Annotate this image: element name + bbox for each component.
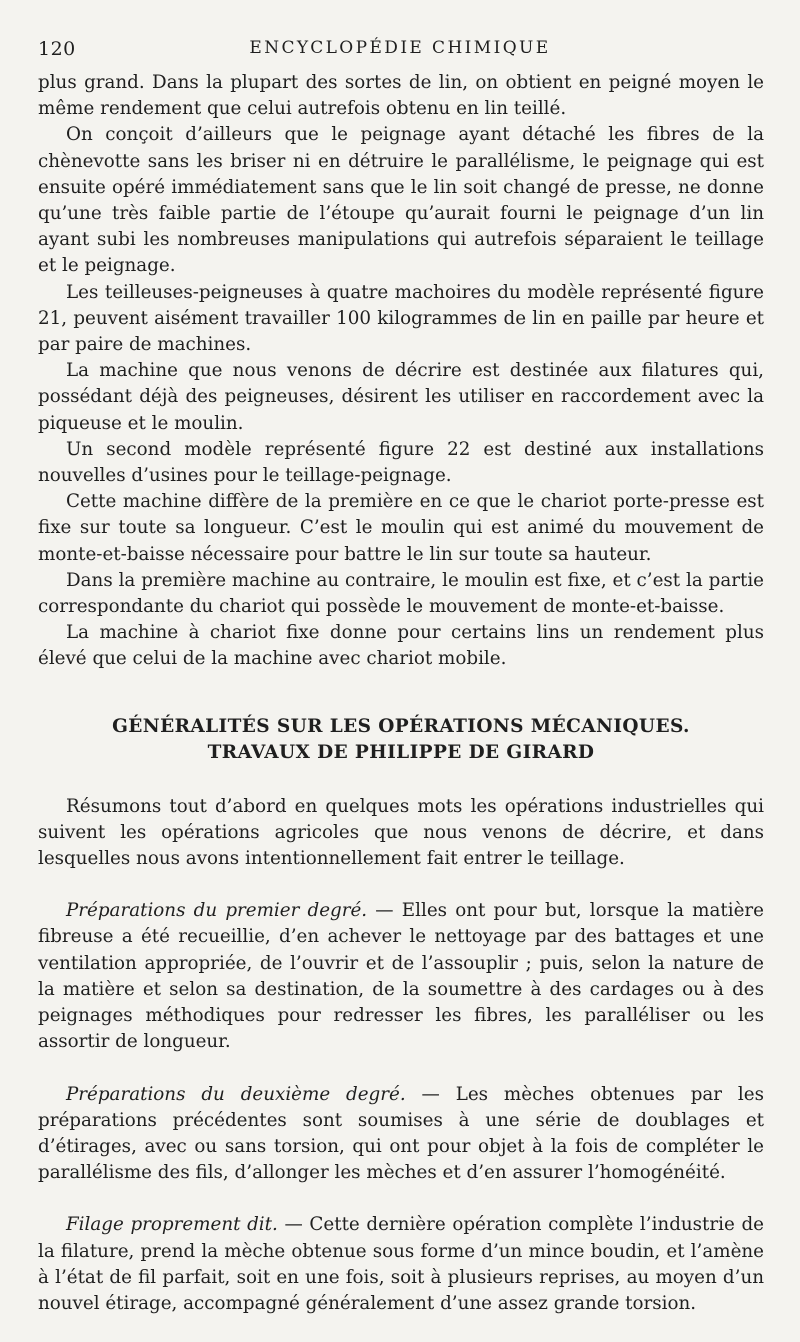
section-item-lead: Préparations du premier degré. [66,900,368,922]
running-head: ENCYCLOPÉDIE CHIMIQUE [249,38,551,58]
paragraph: La machine à chariot fixe donne pour certains lins un rendement plus élevé que celui de la machine avec chariot mobile. [38,622,764,670]
page-header [0,38,800,64]
section-title [38,714,764,766]
paragraph: La machine que nous venons de décrire est destinée aux filatures qui, possédant déjà des peigneuses, désirent les utiliser en raccordement avec la piqueuse et le moulin. [38,360,764,434]
page-number: 120 [38,38,76,60]
section-item [38,898,764,1055]
paragraph: Un second modèle représenté figure 22 est destiné aux installations nouvelles d’usines pour le teillage-peignage. [38,438,764,487]
section-title-line-1: GÉNÉRALITÉS SUR LES OPÉRATIONS MÉCANIQUES. [112,715,690,737]
paragraph: plus grand. Dans la plupart des sortes de lin, on obtient en peigné moyen le même rendement que celui autrefois obtenu en lin teillé. [38,72,764,120]
section-item [38,1082,764,1187]
paragraph: Cette machine diffère de la première en ce que le chariot porte-presse est fixe sur toute sa longueur. C’est le moulin qui est animé du mouvement de monte-et-baisse nécessaire pour battre le lin sur toute sa hauteur. [38,491,764,565]
section-item-lead: Filage proprement dit. [66,1214,278,1236]
paragraph: Dans la première machine au contraire, le moulin est fixe, et c’est la partie correspondante du chariot qui possède le mouvement de monte-et-baisse. [38,569,764,618]
body-text [38,70,764,1317]
section-item-lead: Préparations du deuxième degré. [66,1083,406,1105]
paragraph: On conçoit d’ailleurs que le peignage ayant détaché les fibres de la chènevotte sans les briser ni en détruire le parallélisme, le peignage qui est ensuite opéré immédiatement sans que le lin soit changé de presse, ne donne qu’une très faible partie de l’étoupe qu’aurait fourni le peignage d’un lin ayant subi les nombreuses manipulations qui autrefois séparaient le teillage et le peignage. [38,124,764,277]
section-item [38,1212,764,1317]
section-body [38,794,764,1317]
section-intro: Résumons tout d’abord en quelques mots les opérations industrielles qui suivent les opérations agricoles que nous venons de décrire, et dans lesquelles nous avons intentionnellement fait entrer le teillage. [38,795,764,870]
section-title-line-2: TRAVAUX DE PHILIPPE DE GIRARD [207,741,595,763]
section-item-text: — Cette dernière opération complète l’industrie de la filature, prend la mèche obtenue sous forme d’un mince boudin, et l’amène à l’état de fil parfait, soit en une fois, soit à plusieurs reprises, au moyen d’un nouvel étirage, accompagné généralement d’une assez grande torsion. [38,1214,764,1314]
paragraph: Les teilleuses-peigneuses à quatre machoires du modèle représenté figure 21, peuvent aisément travailler 100 kilogrammes de lin en paille par heure et par paire de machines. [38,281,764,356]
section-item-text: — Elles ont pour but, lorsque la matière fibreuse a été recueillie, d’en achever le nettoyage par des battages et une ventilation appropriée, de l’ouvrir et de l’assouplir ; puis, selon la nature de la matière et selon sa destination, de la soumettre à des cardages ou à des peignages méthodiques pour redresser les fibres, les paralléliser ou les assortir de longueur. [38,900,764,1053]
section-item-text: — Les mèches obtenues par les préparations précédentes sont soumises à une série de doublages et d’étirages, avec ou sans torsion, qui ont pour objet à la fois de compléter le parallélisme des fils, d’allonger les mèches et d’en assurer l’homogénéité. [38,1083,764,1184]
